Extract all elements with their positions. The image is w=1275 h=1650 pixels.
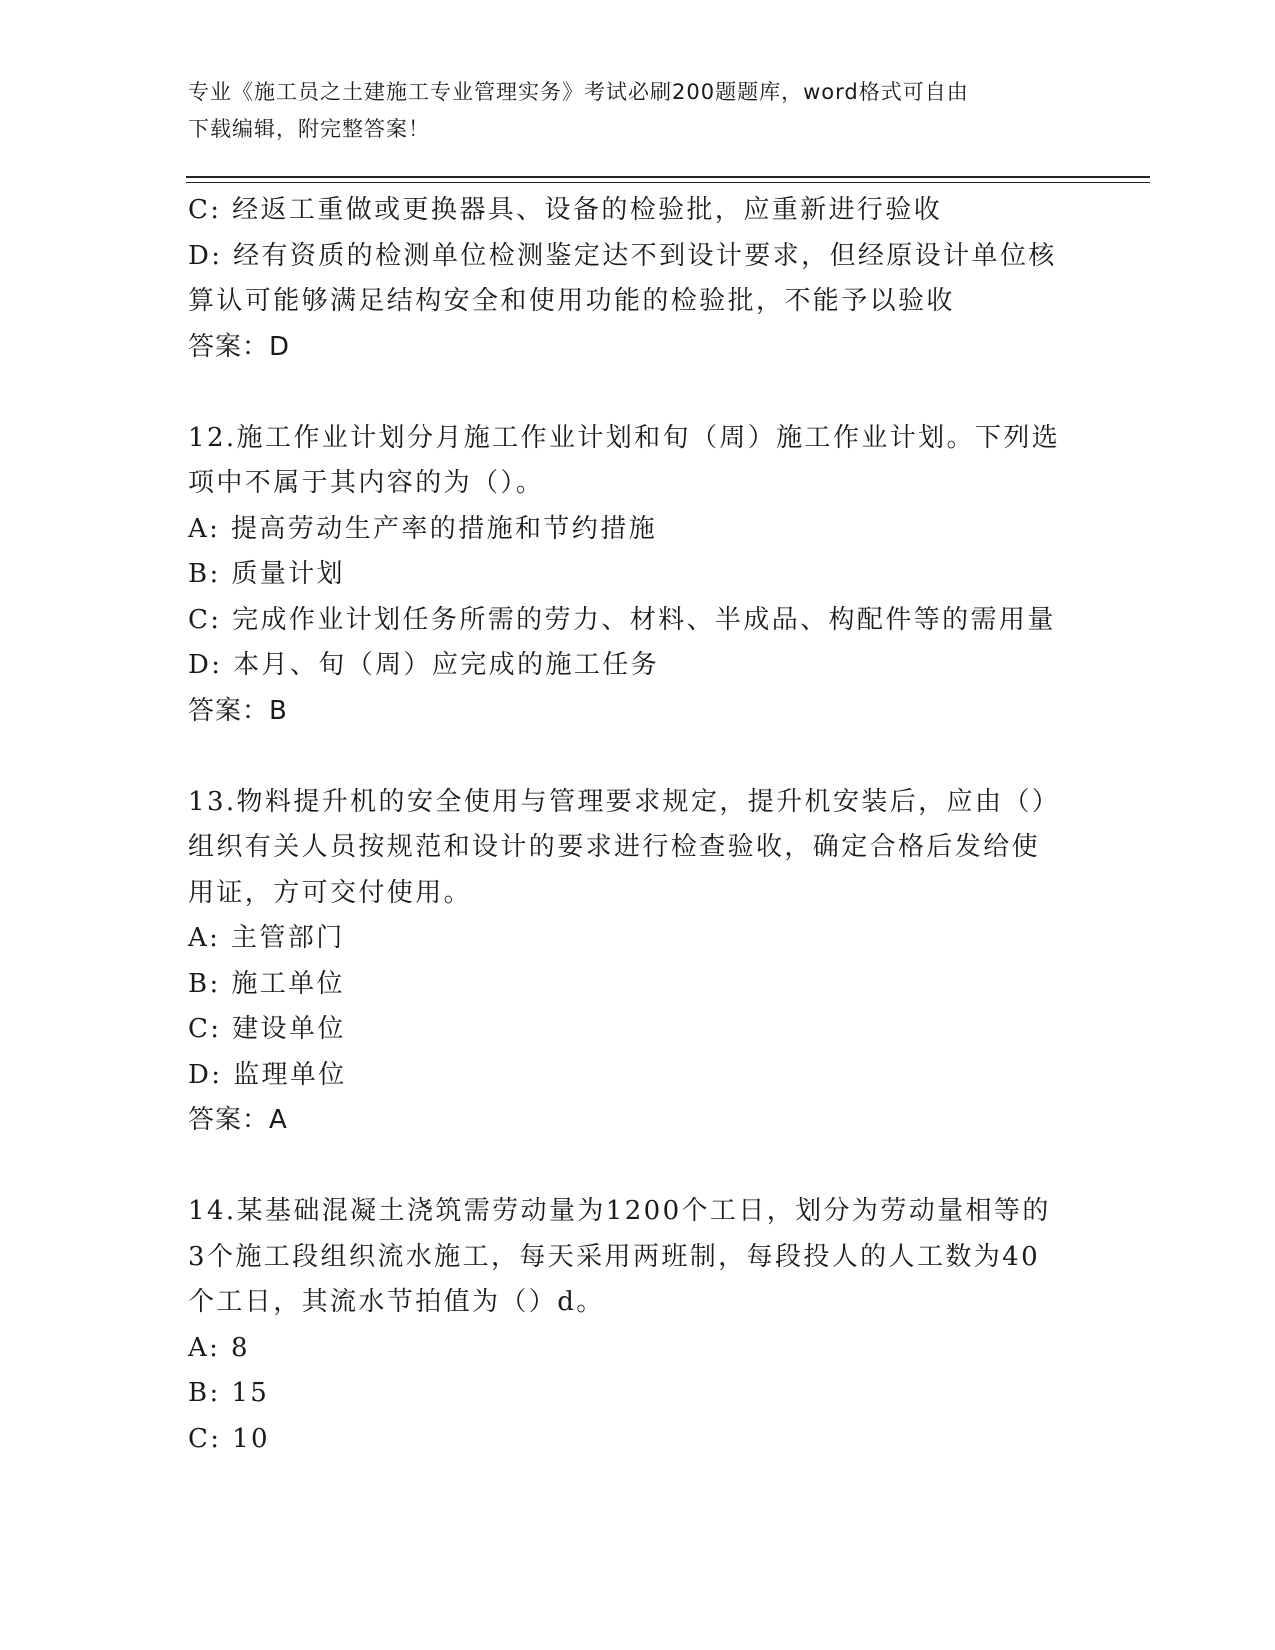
spacer [188, 734, 1088, 780]
option-d: D: 监理单位 [188, 1059, 347, 1090]
option-a: A: 主管部门 [188, 923, 345, 953]
header-divider-thin [186, 182, 1150, 183]
question-stem: 13.物料提升机的安全使用与管理要求规定，提升机安装后，应由（） [188, 786, 1061, 817]
header-line-1: 专业《施工员之土建施工专业管理实务》考试必刷200题题库，word格式可自由 [188, 80, 969, 104]
question-stem: 3个施工段组织流水施工，每天采用两班制，每段投人的人工数为40 [188, 1241, 1041, 1272]
header-divider-thick [186, 176, 1150, 178]
option-d: D: 经有资质的检测单位检测鉴定达不到设计要求，但经原设计单位核 [188, 240, 1057, 271]
question-stem: 组织有关人员按规范和设计的要求进行检查验收，确定合格后发给使 [188, 832, 1041, 862]
option-a: A: 8 [188, 1332, 250, 1363]
answer: 答案：B [188, 695, 288, 726]
question-12 [188, 416, 1088, 735]
option-c: C: 建设单位 [188, 1014, 346, 1044]
question-stem: 个工日，其流水节拍值为（）d。 [188, 1287, 605, 1317]
answer: 答案：A [188, 1105, 288, 1135]
header-line-2: 下载编辑，附完整答案！ [188, 117, 430, 141]
document-header [188, 74, 1088, 148]
question-list [188, 188, 1088, 1462]
option-b: B: 施工单位 [188, 968, 345, 999]
option-b: B: 质量计划 [188, 559, 345, 589]
option-d-continued: 算认可能够满足结构安全和使用功能的检验批，不能予以验收 [188, 286, 955, 316]
option-a: A: 提高劳动生产率的措施和节约措施 [188, 513, 658, 544]
option-b: B: 15 [188, 1378, 270, 1408]
question-13 [188, 780, 1088, 1144]
question-stem: 12.施工作业计划分月施工作业计划和旬（周）施工作业计划。下列选 [188, 422, 1061, 453]
question-14 [188, 1189, 1088, 1462]
question-stem: 14.某基础混凝土浇筑需劳动量为1200个工日，划分为劳动量相等的 [188, 1196, 1051, 1226]
option-d: D: 本月、旬（周）应完成的施工任务 [188, 650, 660, 680]
spacer [188, 1144, 1088, 1190]
answer: 答案：D [188, 331, 291, 362]
spacer [188, 370, 1088, 416]
option-c: C: 经返工重做或更换器具、设备的检验批，应重新进行验收 [188, 195, 943, 225]
question-stem: 项中不属于其内容的为（）。 [188, 468, 545, 498]
question-stem: 用证，方可交付使用。 [188, 877, 473, 908]
option-c: C: 完成作业计划任务所需的劳力、材料、半成品、构配件等的需用量 [188, 604, 1056, 635]
option-c: C: 10 [188, 1423, 271, 1454]
question-fragment [188, 188, 1088, 370]
